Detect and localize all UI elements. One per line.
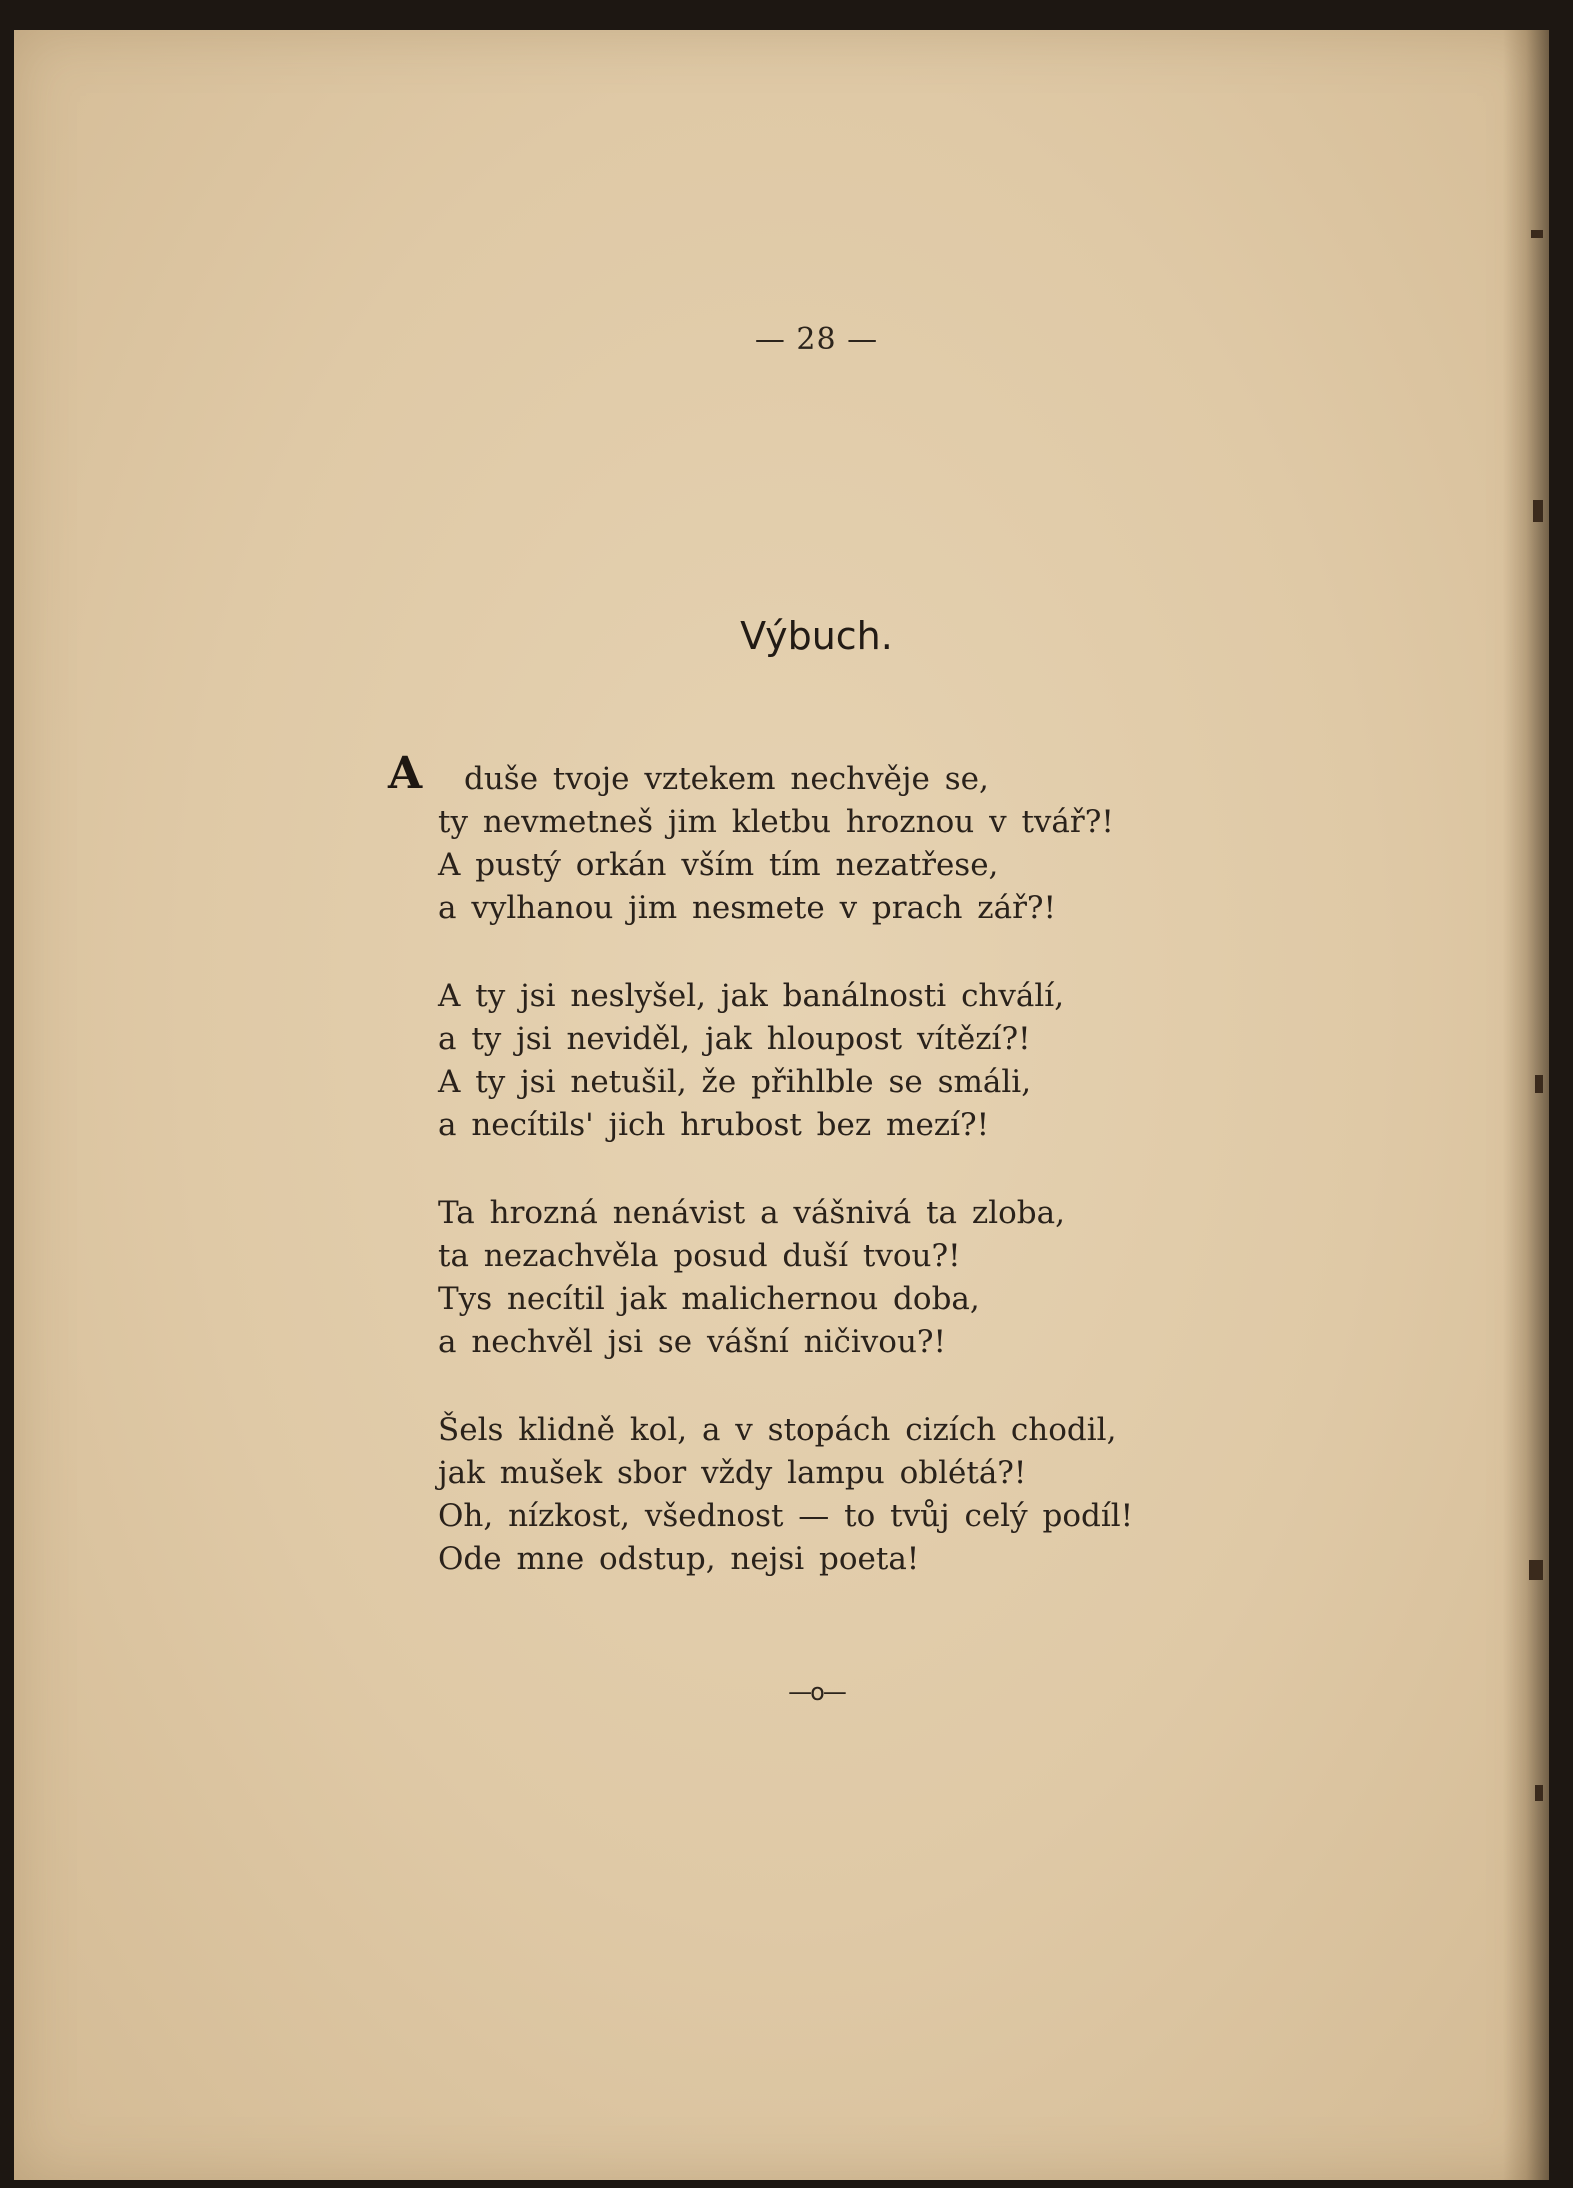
page-number: — 28 —: [754, 322, 879, 357]
drop-initial: A: [388, 748, 423, 799]
poem-line: a necítils' jich hrubost bez mezí?!: [438, 1107, 990, 1143]
poem-line: A ty jsi netušil, že přihlble se smáli,: [438, 1064, 1032, 1100]
poem-line: Ta hrozná nenávist a vášnivá ta zloba,: [438, 1195, 1065, 1231]
stanza-3: [438, 1192, 1258, 1364]
binding-mark: [1531, 230, 1543, 238]
poem-line: A pustý orkán vším tím nezatřese,: [438, 847, 999, 883]
poem-line: Oh, nízkost, všednost — to tvůj celý podíl!: [438, 1498, 1134, 1534]
binding-mark: [1535, 1075, 1543, 1093]
poem-line: a nechvěl jsi se vášní ničivou?!: [438, 1324, 947, 1360]
poem-line: a vylhanou jim nesmete v prach zář?!: [438, 890, 1056, 926]
poem-line: duše tvoje vztekem nechvěje se,: [464, 761, 989, 797]
poem-body: [388, 748, 1258, 1626]
end-ornament: —o—: [788, 1678, 845, 1706]
binding-mark: [1529, 1560, 1543, 1580]
poem-line: ty nevmetneš jim kletbu hroznou v tvář?!: [438, 804, 1114, 840]
poem-line: ta nezachvěla posud duší tvou?!: [438, 1238, 961, 1274]
binding-mark: [1535, 1785, 1543, 1801]
binding-mark: [1533, 500, 1543, 522]
poem-line: Tys necítil jak malichernou doba,: [438, 1281, 980, 1317]
poem-line: jak mušek sbor vždy lampu oblétá?!: [438, 1455, 1027, 1491]
book-page: [14, 30, 1549, 2180]
poem-line: Šels klidně kol, a v stopách cizích chodil,: [438, 1412, 1117, 1448]
stanza-1: [388, 748, 1258, 930]
poem-title: Výbuch.: [740, 614, 893, 658]
poem-line: Ode mne odstup, nejsi poeta!: [438, 1541, 920, 1577]
stanza-2: [438, 975, 1258, 1147]
poem-line: A ty jsi neslyšel, jak banálnosti chválí,: [438, 978, 1065, 1014]
stanza-4: [438, 1409, 1258, 1581]
poem-line: a ty jsi neviděl, jak hloupost vítězí?!: [438, 1021, 1031, 1057]
